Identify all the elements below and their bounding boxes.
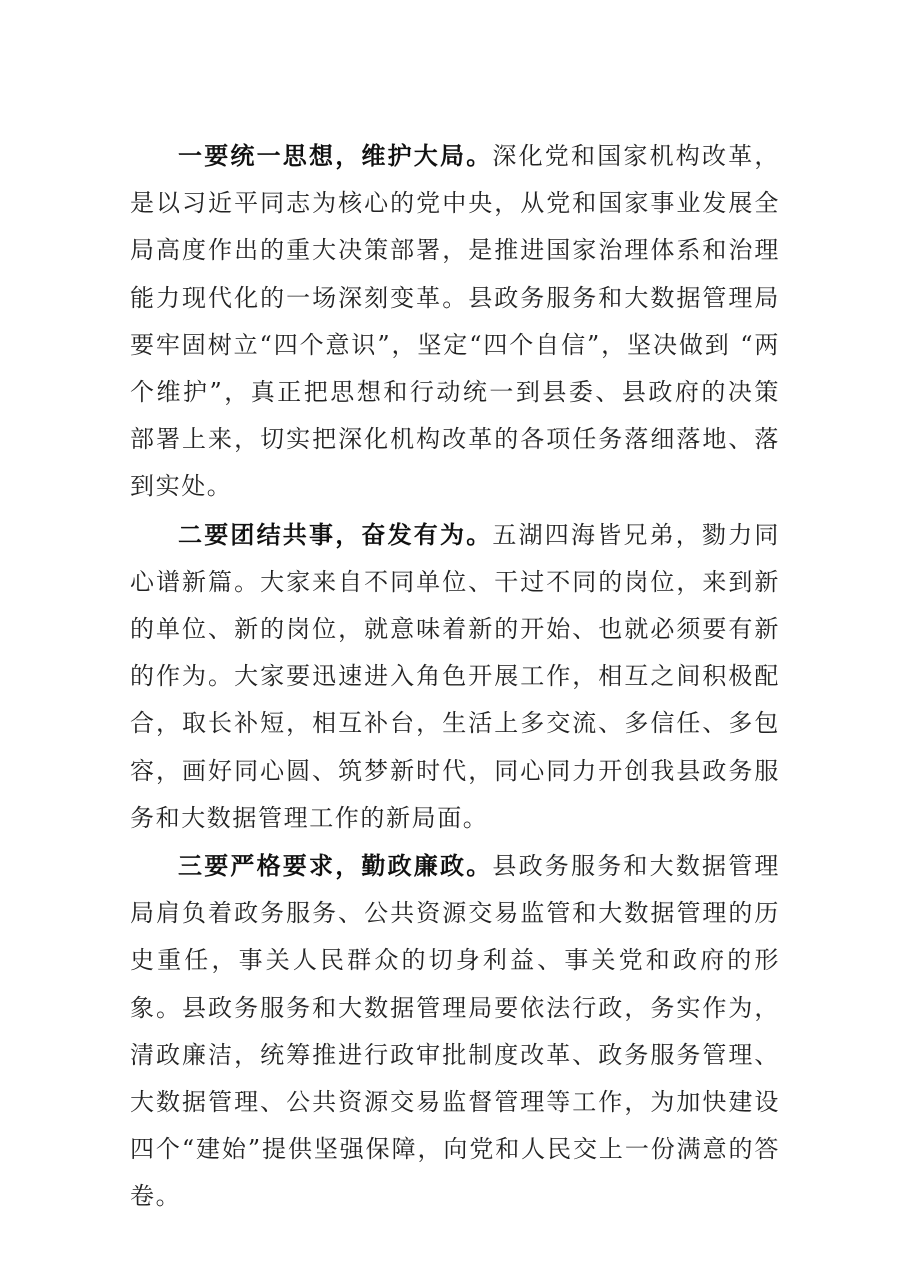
paragraph-2 <box>130 511 780 842</box>
paragraph-3-text: 县政务服务和大数据管理局肩负着政务服务、公共资源交易监管和大数据管理的历史重任，事关人民群众的切身利益、事关党和政府的形象。县政务服务和大数据管理局要依法行政，务实作为，清政廉洁，统筹推进行政审批制度改革、政务服务管理、大数据管理、公共资源交易监督管理等工作，为加快建设四个“建始”提供坚强保障，向党和人民交上一份满意的答卷。 <box>130 852 780 1211</box>
paragraph-1 <box>130 132 780 511</box>
paragraph-2-heading: 二要团结共事，奋发有为。 <box>178 519 493 549</box>
document-body <box>130 132 780 1221</box>
paragraph-1-heading: 一要统一思想，维护大局。 <box>178 141 493 170</box>
paragraph-3-heading: 三要严格要求，勤政廉政。 <box>178 851 493 881</box>
paragraph-2-text: 五湖四海皆兄弟，勠力同心谱新篇。大家来自不同单位、干过不同的岗位，来到新的单位、新的岗位，就意味着新的开始、也就必须要有新的作为。大家要迅速进入角色开展工作，相互之间积极配合，取长补短，相互补台，生活上多交流、多信任、多包容，画好同心圆、筑梦新时代，同心同力开创我县政务服务和大数据管理工作的新局面。 <box>130 520 780 832</box>
paragraph-3 <box>130 842 780 1221</box>
paragraph-1-text: 深化党和国家机构改革，是以习近平同志为核心的党中央，从党和国家事业发展全局高度作出的重大决策部署，是推进国家治理体系和治理能力现代化的一场深刻变革。县政务服务和大数据管理局要牢固树立“四个意识”，坚定“四个自信”，坚决做到 “两个维护”，真正把思想和行动统一到县委、县政府的决策部署上来，切实把深化机构改革的各项任务落细落地、落到实处。 <box>130 142 780 501</box>
